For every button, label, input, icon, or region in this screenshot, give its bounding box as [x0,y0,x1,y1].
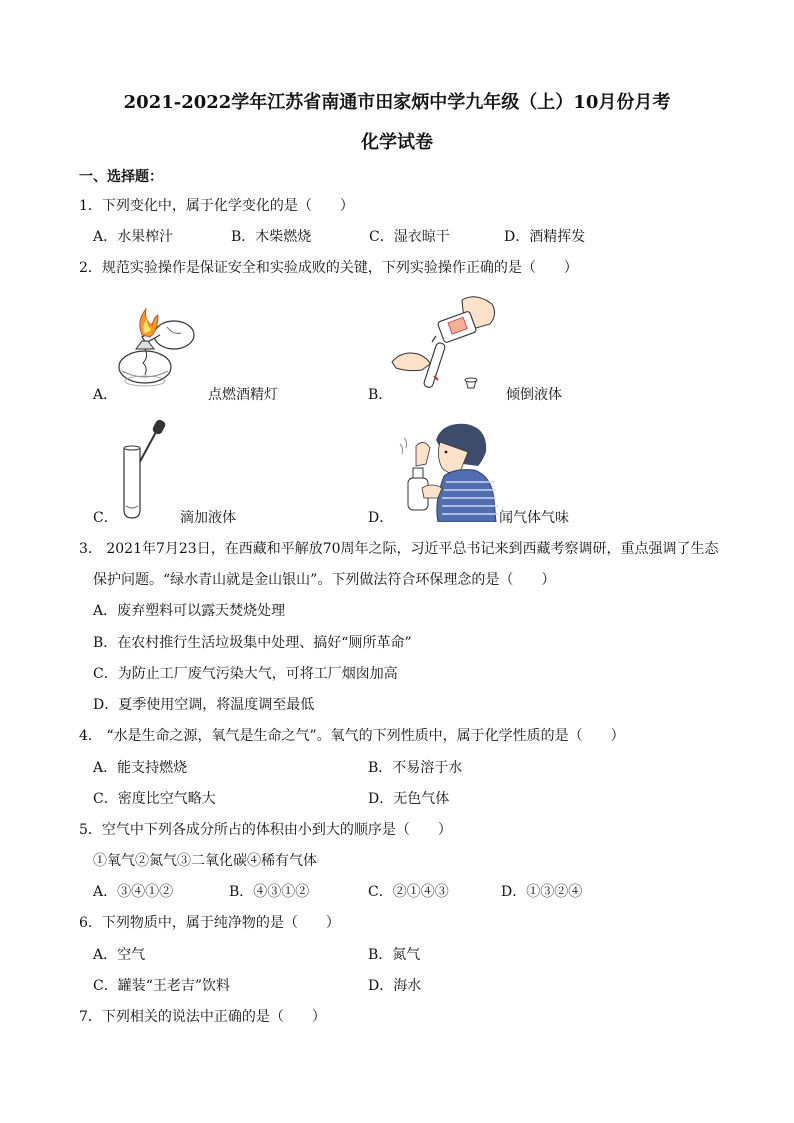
q2-option-c-letter: C． [93,510,118,526]
q1-stem: 1．下列变化中，属于化学变化的是（ ） [79,198,354,214]
page-subtitle: 化学试卷 [361,132,433,153]
q1-option-a: A．水果榨汁 [93,229,174,245]
q2-option-b-letter: B． [368,387,393,403]
q4-option-a: A．能支持燃烧 [93,760,188,776]
q5-option-d: D．①③②④ [501,884,583,900]
q2-option-d-caption: 闻气体气味 [499,510,569,526]
q6-option-a: A．空气 [93,947,146,963]
q6-option-d: D．海水 [368,978,422,994]
q3-stem-line2: 保护问题。“绿水青山就是金山银山”。下列做法符合环保理念的是（ ） [93,572,556,588]
q6-option-c: C．罐装“王老吉”饮料 [93,978,231,994]
q4-option-b: B．不易溶于水 [368,760,463,776]
q6-stem: 6．下列物质中，属于纯净物的是（ ） [79,915,340,931]
q4-option-d: D．无色气体 [368,791,450,807]
q1-option-c: C．湿衣晾干 [369,229,450,245]
q7-stem: 7．下列相关的说法中正确的是（ ） [79,1009,326,1025]
q3-option-b: B．在农村推行生活垃圾集中处理、搞好“厕所革命” [93,635,412,651]
q3-option-a: A．废弃塑料可以露天焚烧处理 [93,603,286,619]
smelling-gas-figure [396,420,500,522]
section-heading: 一、选择题： [79,169,163,185]
pouring-liquid-figure [390,290,502,398]
q1-option-b: B．木柴燃烧 [231,229,312,245]
q5-option-b: B．④③①② [229,884,310,900]
q4-stem: 4． “水是生命之源，氧气是生命之气”。氧气的下列性质中，属于化学性质的是（ ） [79,728,625,744]
q2-stem: 2．规范实验操作是保证安全和实验成败的关键，下列实验操作正确的是（ ） [79,260,578,276]
q2-option-a-caption: 点燃酒精灯 [208,387,278,403]
page-title: 2021-2022学年江苏省南通市田家炳中学九年级（上）10月份月考 [123,92,671,113]
q2-option-b-caption: 倾倒液体 [506,387,562,403]
q5-option-c: C．②①④③ [368,884,449,900]
q1-option-d: D．酒精挥发 [504,229,586,245]
q4-option-c: C．密度比空气略大 [93,791,216,807]
q2-option-a-letter: A． [93,387,118,403]
q5-option-a: A．③④①② [93,884,174,900]
q5-items: ①氧气②氮气③二氧化碳④稀有气体 [93,853,317,869]
lighting-alcohol-lamp-figure [112,305,202,397]
adding-liquid-dropper-figure [116,418,172,522]
q5-stem: 5．空气中下列各成分所占的体积由小到大的顺序是（ ） [79,822,452,838]
q3-option-c: C．为防止工厂废气污染大气，可将工厂烟囱加高 [93,666,398,682]
q2-option-c-caption: 滴加液体 [180,510,236,526]
q2-option-d-letter: D． [368,510,394,526]
q3-option-d: D．夏季使用空调，将温度调至最低 [93,697,315,713]
q6-option-b: B．氮气 [368,947,421,963]
q3-stem-line1: 3． 2021年7月23日，在西藏和平解放70周年之际，习近平总书记来到西藏考察调研，重点强调了生态 [79,541,719,557]
